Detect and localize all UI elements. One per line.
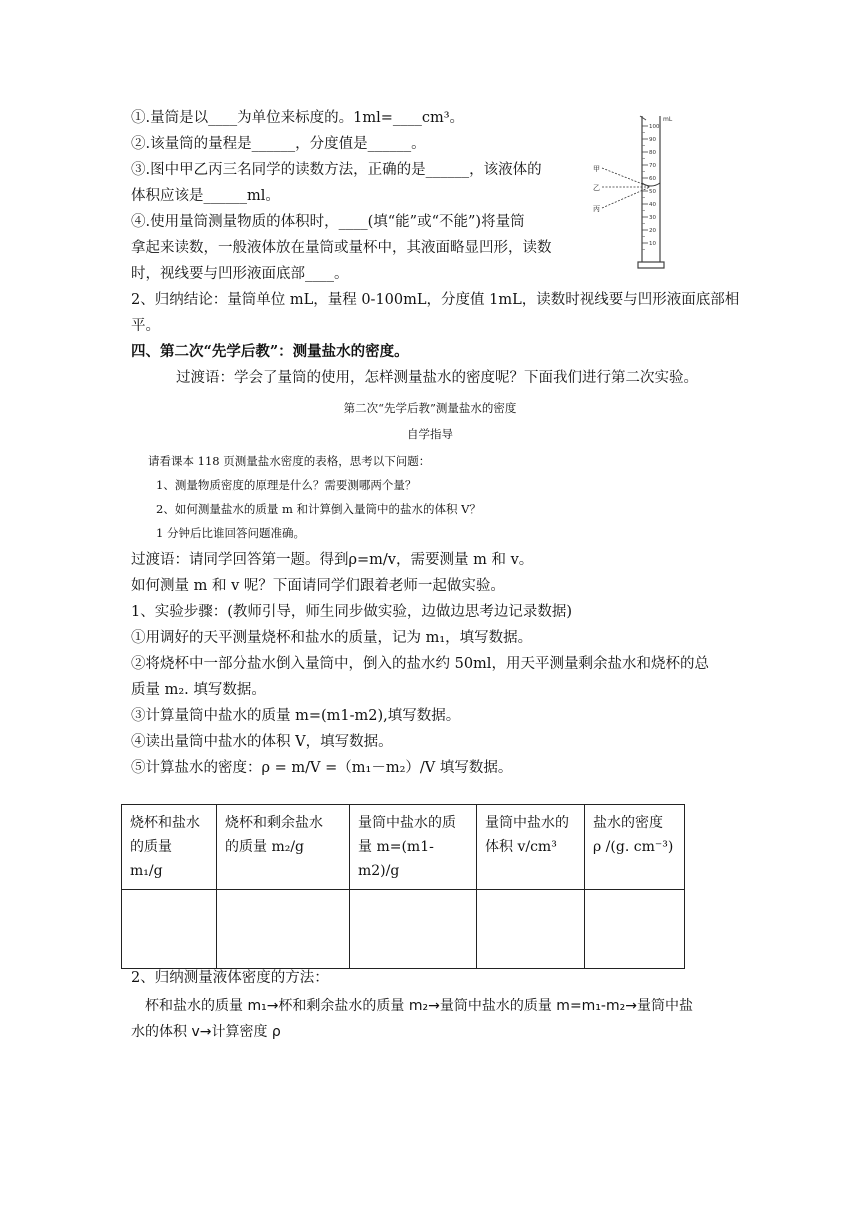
- transition-1: 过渡语：学会了量筒的使用，怎样测量盐水的密度呢？下面我们进行第二次实验。: [176, 370, 698, 386]
- guide-box-title: 第二次“先学后教”测量盐水的密度: [343, 401, 517, 415]
- guide-question-1: 1、测量物质密度的原理是什么？需要测哪两个量？: [156, 478, 417, 492]
- data-cell-v[interactable]: [477, 890, 585, 969]
- question-2: ②.该量筒的量程是______，分度值是______。: [131, 136, 426, 152]
- question-4-line-2: 拿起来读数，一般液体放在量筒或量杯中，其液面略显凹形，读数: [131, 240, 552, 256]
- conclusion-line-1: 2、归纳结论：量筒单位 mL，量程 0-100mL，分度值 1mL，读数时视线要与凹形液面底部相: [131, 292, 740, 308]
- tick-label: 80: [649, 150, 656, 157]
- data-cell-m2[interactable]: [217, 890, 350, 969]
- tick-label: 10: [649, 241, 656, 248]
- steps-title: 1、实验步骤：(教师引导，师生同步做实验，边做边思考边记录数据): [131, 604, 573, 620]
- question-4-line-1: ④.使用量筒测量物质的体积时，____(填“能”或“不能”)将量筒: [131, 214, 525, 230]
- graduated-cylinder-figure: [590, 112, 690, 272]
- transition-3: 如何测量 m 和 v 呢？下面请同学们跟着老师一起做实验。: [131, 578, 505, 594]
- method-line-2: 水的体积 v→计算密度 ρ: [131, 1024, 281, 1040]
- question-3-line-2: 体积应该是______ml。: [131, 188, 280, 204]
- question-4-line-3: 时，视线要与凹形液面底部____。: [131, 266, 349, 282]
- transition-2: 过渡语：请同学回答第一题。得到ρ=m/v，需要测量 m 和 v。: [131, 552, 534, 568]
- table-header-row: [122, 805, 685, 890]
- header-cell-cylinder-salt-water-mass: 量筒中盐水的质 量 m=(m1-m2)/g: [350, 805, 477, 890]
- sight-lines: [602, 168, 650, 208]
- tick-label: 60: [649, 176, 656, 183]
- step-2-line-1: ②将烧杯中一部分盐水倒入量筒中，倒入的盐水约 50ml，用天平测量剩余盐水和烧杯的总: [131, 656, 709, 672]
- header-cell-beaker-salt-water-mass: 烧杯和盐水 的质量 m₁/g: [122, 805, 217, 890]
- step-5: ⑤计算盐水的密度：ρ = m/V =（m₁－m₂）/V 填写数据。: [131, 760, 513, 776]
- guide-question-2: 2、如何测量盐水的质量 m 和计算倒入量筒中的盐水的体积 V？: [156, 502, 481, 516]
- observer-bing-label: 丙: [593, 205, 600, 213]
- tick-label: 30: [649, 215, 656, 222]
- header-cell-density: 盐水的密度 ρ /(g. cm⁻³): [585, 805, 685, 890]
- guide-box-subtitle: 自学指导: [407, 427, 453, 441]
- tick-label: 50: [649, 189, 656, 196]
- step-2-line-2: 质量 m₂. 填写数据。: [131, 682, 266, 698]
- section-4-heading: 四、第二次“先学后教”：测量盐水的密度。: [131, 343, 409, 360]
- question-3-line-1: ③.图中甲乙丙三名同学的读数方法，正确的是______，该液体的: [131, 162, 542, 178]
- step-4: ④读出量筒中盐水的体积 V，填写数据。: [131, 734, 393, 750]
- tick-label: 90: [649, 137, 656, 144]
- tick-label: 20: [649, 228, 656, 235]
- guide-intro: 请看课本 118 页测量盐水密度的表格，思考以下问题：: [148, 454, 431, 468]
- unit-label: mL: [663, 116, 673, 123]
- observer-yi-label: 乙: [593, 184, 600, 192]
- conclusion-line-2: 平。: [131, 318, 160, 334]
- data-cell-density[interactable]: [585, 890, 685, 969]
- method-line-1: 杯和盐水的质量 m₁→杯和剩余盐水的质量 m₂→量筒中盐水的质量 m=m₁-m₂→量筒中盐: [145, 998, 693, 1014]
- observer-jia-label: 甲: [593, 165, 600, 173]
- step-3: ③计算量筒中盐水的质量 m=(m1-m2),填写数据。: [131, 708, 461, 724]
- tick-label: 100: [649, 124, 660, 131]
- header-cell-remaining-mass: 烧杯和剩余盐水 的质量 m₂/g: [217, 805, 350, 890]
- data-cell-m1[interactable]: [122, 890, 217, 969]
- header-cell-volume: 量筒中盐水的 体积 v/cm³: [477, 805, 585, 890]
- table-data-row: [122, 890, 685, 969]
- method-title: 2、归纳测量液体密度的方法：: [131, 970, 329, 986]
- question-1: ①.量筒是以____为单位来标度的。1ml=____cm³。: [131, 110, 465, 126]
- tick-label: 70: [649, 163, 656, 170]
- guide-note: 1 分钟后比谁回答问题准确。: [156, 526, 305, 540]
- density-data-table: [121, 804, 685, 969]
- step-1: ①用调好的天平测量烧杯和盐水的质量，记为 m₁，填写数据。: [131, 630, 533, 646]
- data-cell-m[interactable]: [350, 890, 477, 969]
- tick-label: 40: [649, 202, 656, 209]
